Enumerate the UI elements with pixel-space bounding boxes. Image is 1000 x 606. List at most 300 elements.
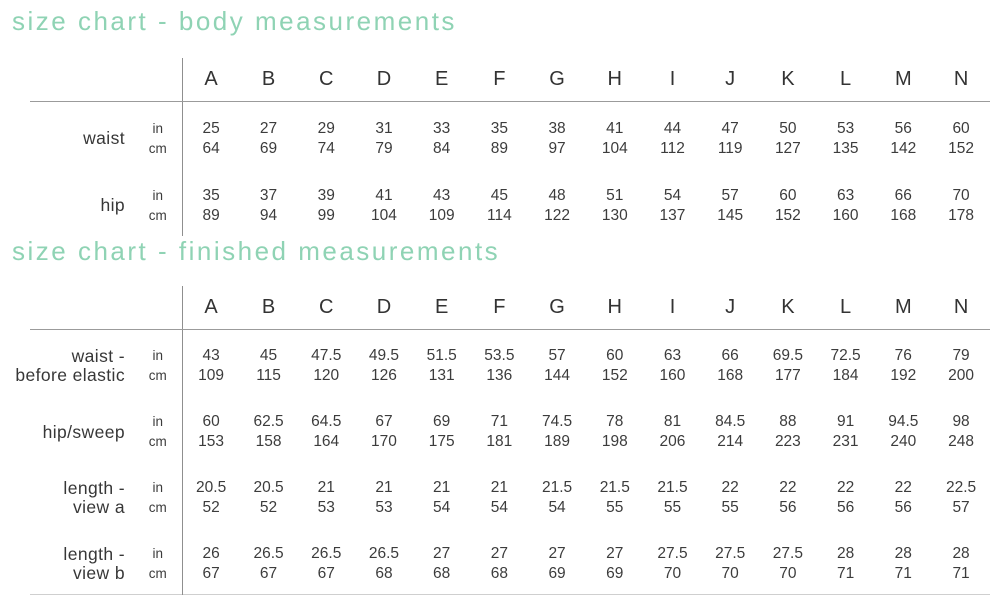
measurement-cell <box>644 462 702 528</box>
row-label <box>30 462 134 528</box>
measurement-row <box>30 396 990 462</box>
header-unit-spacer <box>134 58 182 102</box>
measurement-cell <box>471 169 529 236</box>
centimeters-value: 69 <box>548 565 566 582</box>
centimeters-value: 142 <box>890 139 917 157</box>
measurement-cell <box>297 528 355 595</box>
row-label-lines <box>15 346 134 386</box>
inches-value: 22 <box>779 479 797 496</box>
centimeters-value: 153 <box>198 433 225 450</box>
measurement-cell <box>874 462 932 528</box>
centimeters-value: 53 <box>375 499 393 516</box>
row-label-line: before elastic <box>15 365 125 385</box>
row-label-line: view b <box>72 563 125 583</box>
centimeters-value: 145 <box>717 206 744 224</box>
centimeters-value: 74 <box>317 139 335 157</box>
measurement-cell <box>528 330 586 397</box>
size-column-header: B <box>240 58 298 102</box>
centimeters-value: 104 <box>601 139 628 157</box>
centimeters-value: 152 <box>948 139 974 157</box>
centimeters-value: 79 <box>375 139 393 157</box>
inches-value: 20.5 <box>196 479 227 496</box>
inches-value: 66 <box>721 347 739 364</box>
inches-value: 47 <box>721 119 739 137</box>
unit-label-line: in <box>152 414 163 429</box>
size-column-header: L <box>817 58 875 102</box>
unit-label-line: cm <box>148 207 167 223</box>
centimeters-value: 198 <box>601 433 628 450</box>
size-column-header: E <box>413 58 471 102</box>
inches-value: 27 <box>433 545 451 562</box>
centimeters-value: 127 <box>774 139 801 157</box>
inches-value: 35 <box>490 119 508 137</box>
size-column-header: G <box>528 286 586 330</box>
inches-value: 69.5 <box>772 347 803 364</box>
measurement-cell <box>701 102 759 170</box>
inches-value: 60 <box>952 119 970 137</box>
inches-value: 63 <box>836 186 855 204</box>
finished-measurements-title: size chart - finished measurements <box>12 236 501 266</box>
inches-value: 26.5 <box>368 545 400 562</box>
row-label <box>15 330 134 397</box>
measurement-cell <box>932 528 990 595</box>
measurement-cell <box>701 169 759 236</box>
unit-label-line: in <box>152 480 163 495</box>
centimeters-value: 70 <box>779 565 797 582</box>
inches-value: 43 <box>433 186 451 204</box>
centimeters-value: 248 <box>948 433 974 450</box>
centimeters-value: 52 <box>259 499 278 516</box>
centimeters-value: 152 <box>774 206 801 224</box>
measurement-cell <box>528 102 586 170</box>
centimeters-value: 89 <box>202 206 220 224</box>
inches-value: 26.5 <box>311 545 342 562</box>
centimeters-value: 122 <box>544 206 570 224</box>
inches-value: 64.5 <box>311 413 342 430</box>
finished-measurements-table-wrap <box>15 286 990 595</box>
inches-value: 28 <box>952 545 970 562</box>
measurement-cell <box>528 169 586 236</box>
inches-value: 81 <box>663 413 682 430</box>
inches-value: 66 <box>894 186 912 204</box>
inches-value: 72.5 <box>830 347 861 364</box>
centimeters-value: 158 <box>255 433 282 450</box>
inches-value: 57 <box>548 347 566 364</box>
inches-value: 51.5 <box>426 347 457 364</box>
inches-value: 60 <box>779 186 797 204</box>
measurement-cell <box>528 528 586 595</box>
measurement-cell <box>528 462 586 528</box>
measurement-cell <box>586 462 644 528</box>
measurement-cell <box>759 528 817 595</box>
centimeters-value: 55 <box>721 499 739 516</box>
inches-value: 29 <box>317 119 335 137</box>
centimeters-value: 160 <box>659 367 686 384</box>
measurement-cell <box>817 330 875 397</box>
measurement-cell <box>528 396 586 462</box>
inches-value: 94.5 <box>888 413 919 430</box>
inches-value: 20.5 <box>253 479 284 496</box>
centimeters-value: 214 <box>717 433 744 450</box>
measurement-cell <box>817 528 875 595</box>
measurement-cell <box>355 528 413 595</box>
centimeters-value: 170 <box>371 433 397 450</box>
measurement-cell <box>759 102 817 170</box>
unit-label <box>134 462 182 528</box>
measurement-cell <box>874 396 932 462</box>
header-unit-spacer <box>134 286 182 330</box>
centimeters-value: 177 <box>774 367 801 384</box>
size-column-header: E <box>413 286 471 330</box>
measurement-cell <box>297 330 355 397</box>
centimeters-value: 53 <box>317 499 335 516</box>
measurement-cell <box>932 102 990 170</box>
inches-value: 67 <box>375 413 393 430</box>
inches-value: 21 <box>317 479 335 496</box>
body-measurements-table <box>30 58 990 236</box>
measurement-cell <box>297 102 355 170</box>
row-label-line: waist <box>83 128 125 148</box>
row-label-line: length - <box>63 478 125 498</box>
centimeters-value: 130 <box>601 206 628 224</box>
centimeters-value: 114 <box>487 206 512 224</box>
measurement-row <box>30 169 990 236</box>
measurement-cell <box>413 169 471 236</box>
inches-value: 62.5 <box>253 413 284 430</box>
measurement-cell <box>182 102 240 170</box>
measurement-cell <box>932 396 990 462</box>
size-column-header: C <box>297 286 355 330</box>
centimeters-value: 56 <box>836 499 855 516</box>
inches-value: 98 <box>952 413 970 430</box>
measurement-cell <box>355 330 413 397</box>
measurement-cell <box>932 169 990 236</box>
measurement-cell <box>759 462 817 528</box>
inches-value: 21 <box>375 479 393 496</box>
inches-value: 91 <box>836 413 855 430</box>
unit-label-line: cm <box>148 140 167 156</box>
inches-value: 88 <box>779 413 797 430</box>
inches-value: 45 <box>490 186 508 204</box>
inches-value: 43 <box>202 347 220 364</box>
row-label-lines <box>30 412 134 452</box>
measurement-cell <box>355 462 413 528</box>
row-label <box>30 102 134 170</box>
centimeters-value: 109 <box>428 206 455 224</box>
inches-value: 41 <box>606 119 624 137</box>
centimeters-value: 175 <box>428 433 455 450</box>
centimeters-value: 67 <box>259 565 278 582</box>
measurement-row <box>30 462 990 528</box>
inches-value: 22 <box>836 479 855 496</box>
inches-value: 27.5 <box>772 545 803 562</box>
inches-value: 27 <box>606 545 624 562</box>
inches-value: 38 <box>548 119 566 137</box>
size-column-header: A <box>182 286 240 330</box>
centimeters-value: 69 <box>606 565 624 582</box>
measurement-cell <box>586 169 644 236</box>
measurement-cell <box>413 462 471 528</box>
centimeters-value: 67 <box>317 565 335 582</box>
measurement-cell <box>240 528 298 595</box>
inches-value: 35 <box>202 186 220 204</box>
unit-label-line: cm <box>148 434 167 449</box>
row-label-lines <box>30 544 134 584</box>
inches-value: 27 <box>259 119 278 137</box>
header-spacer <box>30 286 134 330</box>
inches-value: 70 <box>952 186 970 204</box>
finished-measurements-table <box>15 286 990 595</box>
inches-value: 53 <box>836 119 855 137</box>
measurement-cell <box>759 396 817 462</box>
inches-value: 57 <box>721 186 739 204</box>
size-column-header: I <box>644 58 702 102</box>
centimeters-value: 71 <box>836 565 855 582</box>
measurement-cell <box>355 102 413 170</box>
size-column-header: D <box>355 286 413 330</box>
measurement-cell <box>586 528 644 595</box>
size-column-header: M <box>874 286 932 330</box>
measurement-cell <box>182 462 240 528</box>
centimeters-value: 119 <box>717 139 743 157</box>
centimeters-value: 115 <box>256 367 281 384</box>
inches-value: 48 <box>548 186 566 204</box>
centimeters-value: 57 <box>952 499 970 516</box>
size-column-header: A <box>182 58 240 102</box>
row-label-lines <box>30 186 134 226</box>
inches-value: 56 <box>894 119 912 137</box>
measurement-cell <box>586 396 644 462</box>
measurement-cell <box>874 330 932 397</box>
row-label-lines <box>30 478 134 518</box>
measurement-cell <box>471 462 529 528</box>
measurement-cell <box>644 169 702 236</box>
inches-value: 51 <box>606 186 624 204</box>
size-column-header: L <box>817 286 875 330</box>
inches-value: 21.5 <box>599 479 630 496</box>
measurement-cell <box>413 102 471 170</box>
centimeters-value: 104 <box>371 206 397 224</box>
centimeters-value: 189 <box>544 433 570 450</box>
centimeters-value: 94 <box>259 206 278 224</box>
centimeters-value: 112 <box>660 139 685 157</box>
centimeters-value: 223 <box>774 433 801 450</box>
measurement-cell <box>471 528 529 595</box>
measurement-cell <box>586 102 644 170</box>
measurement-cell <box>471 102 529 170</box>
inches-value: 28 <box>836 545 855 562</box>
measurement-cell <box>701 462 759 528</box>
size-column-header: F <box>471 286 529 330</box>
inches-value: 37 <box>259 186 278 204</box>
measurement-cell <box>817 102 875 170</box>
centimeters-value: 168 <box>890 206 917 224</box>
inches-value: 27.5 <box>715 545 746 562</box>
measurement-cell <box>240 102 298 170</box>
size-column-header: N <box>932 286 990 330</box>
inches-value: 26.5 <box>253 545 284 562</box>
centimeters-value: 178 <box>948 206 974 224</box>
centimeters-value: 99 <box>317 206 335 224</box>
unit-label-line: in <box>152 120 163 136</box>
centimeters-value: 231 <box>832 433 859 450</box>
measurement-cell <box>817 396 875 462</box>
measurement-cell <box>701 396 759 462</box>
measurement-cell <box>759 330 817 397</box>
inches-value: 21 <box>433 479 451 496</box>
inches-value: 33 <box>433 119 451 137</box>
size-column-header: H <box>586 58 644 102</box>
unit-label <box>134 396 182 462</box>
inches-value: 21.5 <box>541 479 573 496</box>
measurement-cell <box>240 462 298 528</box>
inches-value: 21.5 <box>657 479 688 496</box>
unit-label-line: cm <box>148 368 167 383</box>
inches-value: 28 <box>894 545 912 562</box>
measurement-cell <box>644 330 702 397</box>
size-column-header: J <box>701 286 759 330</box>
unit-label <box>134 528 182 595</box>
row-label-line: hip <box>100 195 125 215</box>
centimeters-value: 68 <box>433 565 451 582</box>
centimeters-value: 55 <box>663 499 682 516</box>
centimeters-value: 71 <box>894 565 912 582</box>
measurement-cell <box>413 528 471 595</box>
inches-value: 69 <box>433 413 451 430</box>
centimeters-value: 181 <box>486 433 513 450</box>
measurement-cell <box>471 396 529 462</box>
inches-value: 45 <box>259 347 278 364</box>
centimeters-value: 144 <box>544 367 570 384</box>
row-label <box>30 396 134 462</box>
measurement-cell <box>355 169 413 236</box>
size-column-header: J <box>701 58 759 102</box>
size-column-header: K <box>759 286 817 330</box>
inches-value: 41 <box>375 186 393 204</box>
inches-value: 78 <box>606 413 624 430</box>
inches-value: 22 <box>894 479 912 496</box>
inches-value: 27 <box>548 545 566 562</box>
centimeters-value: 54 <box>490 499 508 516</box>
centimeters-value: 70 <box>663 565 682 582</box>
measurement-cell <box>874 169 932 236</box>
row-label-line: hip/sweep <box>42 421 125 442</box>
measurement-row <box>30 102 990 170</box>
measurement-cell <box>644 102 702 170</box>
measurement-cell <box>701 330 759 397</box>
measurement-cell <box>182 330 240 397</box>
size-column-header: F <box>471 58 529 102</box>
centimeters-value: 126 <box>371 367 397 384</box>
centimeters-value: 109 <box>198 367 225 384</box>
measurement-cell <box>817 462 875 528</box>
inches-value: 27 <box>490 545 508 562</box>
row-label-line: length - <box>63 544 125 564</box>
size-column-header: H <box>586 286 644 330</box>
measurement-cell <box>932 462 990 528</box>
centimeters-value: 69 <box>259 139 278 157</box>
inches-value: 60 <box>202 413 220 430</box>
centimeters-value: 168 <box>717 367 744 384</box>
measurement-cell <box>240 330 298 397</box>
inches-value: 71 <box>490 413 508 430</box>
centimeters-value: 97 <box>548 139 566 157</box>
unit-label <box>134 169 182 236</box>
size-column-header: B <box>240 286 298 330</box>
measurement-cell <box>355 396 413 462</box>
measurement-cell <box>874 102 932 170</box>
size-header-row <box>30 286 990 330</box>
unit-label <box>134 330 182 397</box>
inches-value: 60 <box>606 347 624 364</box>
size-column-header: G <box>528 58 586 102</box>
body-measurements-table-wrap <box>30 58 990 236</box>
row-label <box>30 528 134 595</box>
unit-label-line: cm <box>148 566 167 581</box>
centimeters-value: 55 <box>606 499 624 516</box>
measurement-cell <box>644 396 702 462</box>
measurement-cell <box>932 330 990 397</box>
inches-value: 21 <box>490 479 508 496</box>
inches-value: 25 <box>202 119 220 137</box>
measurement-cell <box>182 396 240 462</box>
measurement-cell <box>586 330 644 397</box>
inches-value: 53.5 <box>484 347 515 364</box>
inches-value: 22.5 <box>945 479 977 496</box>
size-column-header: M <box>874 58 932 102</box>
unit-label-line: in <box>152 348 163 363</box>
size-column-header: D <box>355 58 413 102</box>
inches-value: 54 <box>663 186 682 204</box>
inches-value: 84.5 <box>715 413 746 430</box>
centimeters-value: 64 <box>202 139 220 157</box>
centimeters-value: 135 <box>832 139 859 157</box>
inches-value: 74.5 <box>541 413 573 430</box>
measurement-cell <box>413 396 471 462</box>
measurement-cell <box>759 169 817 236</box>
measurement-cell <box>644 528 702 595</box>
centimeters-value: 71 <box>952 565 970 582</box>
centimeters-value: 152 <box>601 367 628 384</box>
measurement-cell <box>817 169 875 236</box>
centimeters-value: 184 <box>832 367 859 384</box>
inches-value: 22 <box>721 479 739 496</box>
measurement-row <box>30 528 990 595</box>
centimeters-value: 137 <box>659 206 686 224</box>
centimeters-value: 84 <box>433 139 451 157</box>
measurement-cell <box>471 330 529 397</box>
inches-value: 76 <box>894 347 912 364</box>
size-column-header: I <box>644 286 702 330</box>
inches-value: 49.5 <box>368 347 400 364</box>
unit-label-line: in <box>152 546 163 561</box>
centimeters-value: 206 <box>659 433 686 450</box>
centimeters-value: 56 <box>779 499 797 516</box>
inches-value: 63 <box>663 347 682 364</box>
header-spacer <box>30 58 134 102</box>
centimeters-value: 240 <box>890 433 917 450</box>
size-column-header: C <box>297 58 355 102</box>
centimeters-value: 52 <box>202 499 220 516</box>
inches-value: 39 <box>317 186 335 204</box>
measurement-cell <box>297 396 355 462</box>
centimeters-value: 164 <box>313 433 340 450</box>
inches-value: 44 <box>663 119 682 137</box>
centimeters-value: 56 <box>894 499 912 516</box>
measurement-cell <box>874 528 932 595</box>
size-column-header: K <box>759 58 817 102</box>
centimeters-value: 192 <box>890 367 917 384</box>
